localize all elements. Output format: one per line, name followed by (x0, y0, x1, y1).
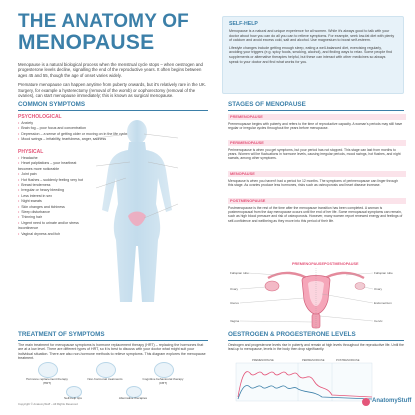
hormones-text: Oestrogen and progesterone levels rise in puberty and remain at high levels throughout the reproductive life. Until the lead-up to menopause, levels in the body then drop significantly. (228, 343, 404, 352)
uterus-right-label: Endometrium (374, 301, 392, 305)
uterus-left-label: Ovary (230, 287, 239, 291)
list-item: • Skin changes and itchiness (18, 205, 90, 210)
symptoms-heading: COMMON SYMPTOMS (18, 100, 208, 111)
stage-text-menopause: Menopause is when you haven't had a period for 12 months. The symptoms of perimenopause can linger through this stage. As ovaries produce less hormones, risks such as osteoporosis and heart disease increase. (228, 179, 399, 188)
treatment-option-label: Hormone replacement therapy (HRT) (26, 377, 68, 385)
uterus-label-pre: PREMENOPAUSE (292, 262, 324, 266)
uterus-right-label: Cervix (374, 319, 383, 323)
treatment-text: The main treatment for menopause symptoms is hormone replacement therapy (HRT) – replacing the hormones that are at a low level. There are different types of HRT, so it is best to discuss with your doctor what might suit your individual situation. There are also non-hormone methods to relieve symptoms. This diagram explores the menopause treatment. (18, 343, 206, 361)
female-body-illustration (86, 118, 188, 304)
list-item: • Less interest in sex (18, 194, 90, 199)
stage-label-perimenopause: PERIMENOPAUSE (228, 140, 406, 146)
list-item: • Vaginal dryness and itch (18, 232, 90, 237)
list-item: • Hot flushes – suddenly feeling very hot (18, 178, 90, 183)
physical-list (18, 156, 90, 237)
treatment-option-label: Alternative therapies (118, 396, 148, 400)
self-help-body (229, 29, 395, 67)
stage-text-postmenopause: Postmenopause is the rest of the time after the menopause transition has been completed. A woman is postmenopausal from the day menopause occurs until the end of her life. Some menopausal symptoms can remain, such as high blood pressure and risk of osteoporosis. However, many women report renewed energy and feelings of self-confidence and wellbeing as they move into this period of their life. (228, 206, 403, 223)
list-item: • Sleep disturbance (18, 210, 90, 215)
treatment-heading: TREATMENT OF SYMPTOMS (18, 330, 208, 341)
list-item: • Breast tenderness (18, 183, 90, 188)
list-item: • Joint pain (18, 172, 90, 177)
list-item: • Mood swings – irritability, tearfulness, anger, sadness (18, 137, 130, 142)
copyright-text: Copyright © AnatomyStuff – All Rights Reserved (18, 402, 78, 406)
list-item: • Heart palpitations – your heartbeat becomes more noticeable (18, 161, 90, 172)
intro-paragraph-2: Premature menopause can happen anytime from puberty onwards, but it's relatively rare in the UK. Surgery, for example a hysterectomy (removal of the womb) or oophorectomy (removal of the ovaries), can start menopause immediately; this is known as surgical menopause. (18, 82, 207, 99)
intro-paragraph-1: Menopause is a natural biological process when the menstrual cycle stops – when oestrogen and progesterone levels decline, signalling the end of the reproductive years. It often begins between ages 45 and 55, though the age of onset varies widely. (18, 62, 203, 78)
treatment-option-label: Cognitive behavioural therapy (CBT) (142, 377, 184, 385)
brand-logo: AnatomyStuff (372, 398, 412, 404)
psychological-title: PSYCHOLOGICAL (18, 114, 62, 120)
pill-icon (96, 362, 116, 378)
uterus-comparison-illustration (228, 260, 404, 332)
treatment-option-label: Self-help tips (64, 396, 82, 400)
physical-title: PHYSICAL (18, 149, 44, 155)
therapy-icon (154, 362, 174, 378)
self-help-paragraph-2: Lifestyle changes include getting enough sleep, eating a well-balanced diet, exercising regularly, avoiding your triggers (e.g. spicy foods, smoking, alcohol), and finding ways to relax. Some people find supplements or alternative therapies helpful, but these can interact with other medicines so always speak to your doctor and find what works for you. (229, 45, 393, 64)
list-item: • Brain fog – poor focus and concentration (18, 126, 130, 131)
list-item: • Thinning hair (18, 215, 90, 220)
self-help-title: SELF-HELP (229, 21, 258, 27)
self-help-box (222, 16, 404, 94)
stages-heading: STAGES OF MENOPAUSE (228, 100, 404, 111)
uterus-right-label: Fallopian tube (374, 271, 393, 275)
list-item: • Irregular or heavy bleeding (18, 188, 90, 193)
list-item: • Depression – a sense of getting older or moving on in the life cycle (18, 132, 130, 137)
stage-label-postmenopause: POSTMENOPAUSE (228, 198, 406, 204)
brand-logo-icon (362, 398, 370, 406)
uterus-right-label: Ovary (374, 287, 383, 291)
list-item: • Anxiety (18, 121, 130, 126)
hormone-levels-chart (228, 357, 378, 407)
stage-text-perimenopause: Perimenopause is when you get symptoms, but your period has not stopped. This stage can last from months to years. Women will be fluctuations in hormone levels, causing irregular periods, mood swings, hot flushes, and night sweats, among other symptoms. (228, 148, 401, 161)
uterus-label-post: POSTMENOPAUSE (324, 262, 359, 266)
stage-label-premenopause: PREMENOPAUSE (228, 114, 406, 120)
stage-text-premenopause: Premenopause begins with puberty and refers to the time of reproductive capacity. A woman's periods may still have regular or irregular cycles throughout the years before menopause. (228, 122, 403, 131)
uterus-left-label: Uterus (230, 301, 239, 305)
page-title-line2: MENOPAUSE (18, 31, 155, 54)
hormones-heading: OESTROGEN & PROGESTERONE LEVELS (228, 330, 404, 341)
self-help-paragraph-1: Menopause is a natural and unique experience for all women. While it's always good to talk with your doctor about how you can do all you can to relieve symptoms. For example, seek low-fat diet with plenty of calcium and avoid excess cold, salt and alcohol. Use magnesium to boost self-esteem. (229, 29, 395, 43)
intro-text (18, 62, 210, 102)
chart-phase-label: PREMENOPAUSE (252, 359, 274, 362)
list-item: • Urgent need to urinate and/or stress incontinence (18, 221, 90, 232)
uterus-left-label: Fallopian tube (230, 271, 249, 275)
uterus-left-label: Vagina (230, 319, 240, 323)
chart-phase-label: PERIMENOPAUSE (302, 359, 325, 362)
chart-phase-label: POSTMENOPAUSE (336, 359, 360, 362)
stage-label-menopause: MENOPAUSE (228, 171, 406, 177)
list-item: • Night sweats (18, 199, 90, 204)
treatment-option-label: Non-hormonal treatments (87, 377, 123, 381)
list-item: • Headache (18, 156, 90, 161)
hrt-icon (38, 362, 58, 378)
page-title-line1: THE ANATOMY OF (18, 11, 189, 32)
